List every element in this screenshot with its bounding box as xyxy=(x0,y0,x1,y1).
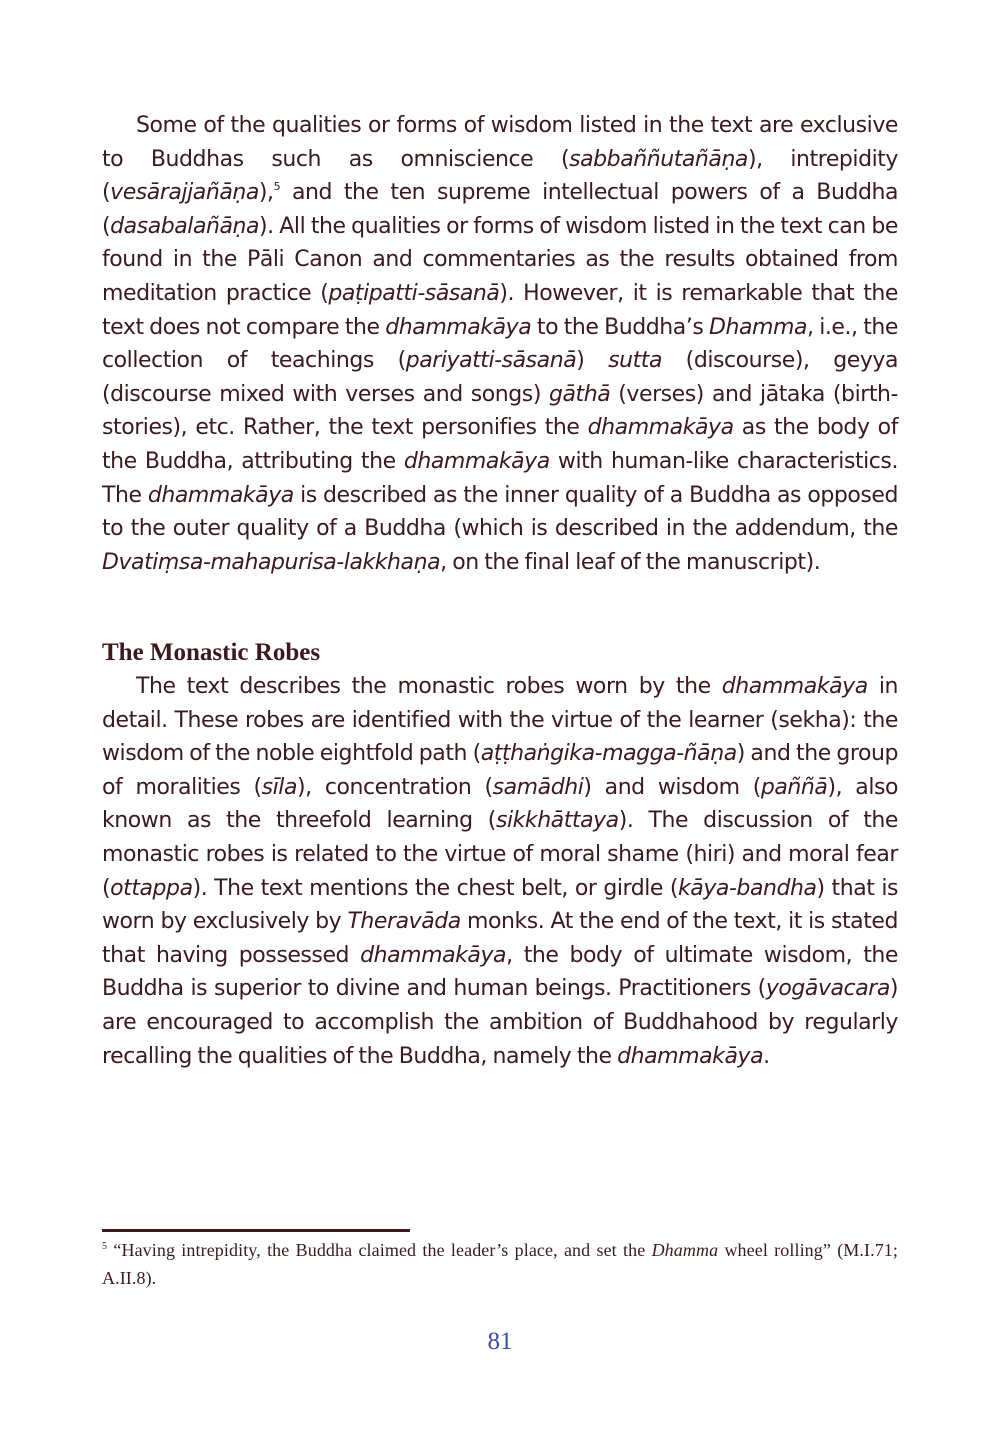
text-run: with human-like characteristics. The xyxy=(102,448,898,508)
text-run: ), concentration ( xyxy=(297,774,493,800)
pali-term: gāthā xyxy=(549,381,611,407)
page-number: 81 xyxy=(487,1328,513,1355)
text-run: to the Buddha’s xyxy=(531,314,710,340)
text-run: , the body of ultimate wisdom, the Buddha is superior to divine and human beings. Practitioners ( xyxy=(102,942,898,1002)
pali-term: sikkhāttaya xyxy=(495,808,619,834)
text-run: (verses) and jātaka (birth-stories), etc. Rather, the text personifies the xyxy=(102,381,898,441)
pali-term: dasabalañāṇa xyxy=(110,213,260,239)
text-run: as the body of the Buddha, attributing the xyxy=(102,415,898,474)
pali-term: aṭṭhaṅgika-magga-ñāṇa xyxy=(480,741,737,767)
text-run: (discourse), geyya (discourse mixed with verses and songs) xyxy=(102,348,898,407)
pali-term: vesārajjañāṇa xyxy=(110,180,259,206)
footnote-term: Dhamma xyxy=(651,1240,719,1260)
pali-term: dhammakāya xyxy=(360,942,507,968)
text-run: ) xyxy=(576,348,609,374)
text-run: , on the final leaf of the manuscript). xyxy=(440,549,821,575)
pali-term: dhammakāya xyxy=(721,674,868,699)
pali-term: sabbaññutañāṇa xyxy=(569,146,748,172)
footnote-text: wheel rolling” (M.I.71; A.II.8). xyxy=(102,1240,899,1288)
text-run: ), also known as the threefold learning ( xyxy=(102,774,898,834)
pali-term: dhammakāya xyxy=(385,314,532,340)
pali-term: ottappa xyxy=(110,875,193,901)
text-run: in detail. These robes are identified with the virtue of the learner (sekha): the wisdom of the noble eightfold path ( xyxy=(102,674,899,767)
text-run: ). However, it is remarkable that the text does not compare the xyxy=(102,280,899,340)
text-run: The text describes the monastic robes worn by the xyxy=(136,674,722,699)
text-run: . xyxy=(763,1043,770,1069)
pali-term: kāya-bandha xyxy=(678,875,817,901)
text-run: ) that is worn by exclusively by xyxy=(102,875,898,935)
footnote xyxy=(102,1236,898,1292)
footnote-divider xyxy=(102,1229,410,1232)
pali-term: dhammakāya xyxy=(403,448,550,474)
text-run: ). The discussion of the monastic robes is related to the virtue of moral shame (hiri) and moral fear ( xyxy=(102,808,898,901)
text-run: ), xyxy=(258,180,274,206)
pali-term: Dvatiṃsa-mahapurisa-lakkhaṇa xyxy=(102,549,441,575)
text-run: , i.e., the collection of teachings ( xyxy=(102,314,898,374)
pali-term: Theravāda xyxy=(347,909,461,935)
text-run: is described as the inner quality of a Buddha as opposed to the outer quality of a Buddha (which is described in the addendum, the xyxy=(102,482,898,542)
text-run: ) and the group of moralities ( xyxy=(102,741,899,800)
pali-term: yogāvacara xyxy=(765,976,890,1002)
text-run: ). All the qualities or forms of wisdom listed in the text can be found in the Pāli Canon and commentaries as the results obtained from meditation practice ( xyxy=(102,213,898,306)
text-run: ), intrepidity ( xyxy=(102,146,898,206)
text-run: and the ten supreme intellectual powers of a Buddha ( xyxy=(102,180,898,239)
text-run: ) are encouraged to accomplish the ambition of Buddhahood by regularly recalling the qualities of the Buddha, namely the xyxy=(102,976,898,1069)
footnote-text: “Having intrepidity, the Buddha claimed the leader’s place, and set the xyxy=(113,1240,652,1260)
pali-term: paññā xyxy=(760,774,828,800)
body-paragraph-wisdom xyxy=(102,109,898,579)
pali-term: samādhi xyxy=(492,774,584,800)
pali-term: sīla xyxy=(261,774,297,800)
pali-term: dhammakāya xyxy=(147,482,294,508)
pali-term: pariyatti-sāsanā xyxy=(405,348,577,374)
text-run: Some of the qualities or forms of wisdom listed in the text are exclusive to Buddhas such as omniscience ( xyxy=(102,113,898,172)
pali-term: sutta xyxy=(608,348,662,374)
body-paragraph-robes xyxy=(102,670,898,1073)
pali-term: dhammakāya xyxy=(587,415,734,441)
footnote-number: 5 xyxy=(102,1241,108,1252)
text-run: ). The text mentions the chest belt, or girdle ( xyxy=(192,875,679,901)
text-run: ) and wisdom ( xyxy=(583,774,761,800)
section-heading: The Monastic Robes xyxy=(102,639,321,666)
footnote-reference[interactable]: 5 xyxy=(273,180,281,194)
pali-term: dhammakāya xyxy=(617,1043,764,1069)
pali-term: Dhamma xyxy=(709,314,808,340)
pali-term: paṭipatti-sāsanā xyxy=(328,280,500,306)
text-run: monks. At the end of the text, it is stated that having possessed xyxy=(102,909,898,968)
